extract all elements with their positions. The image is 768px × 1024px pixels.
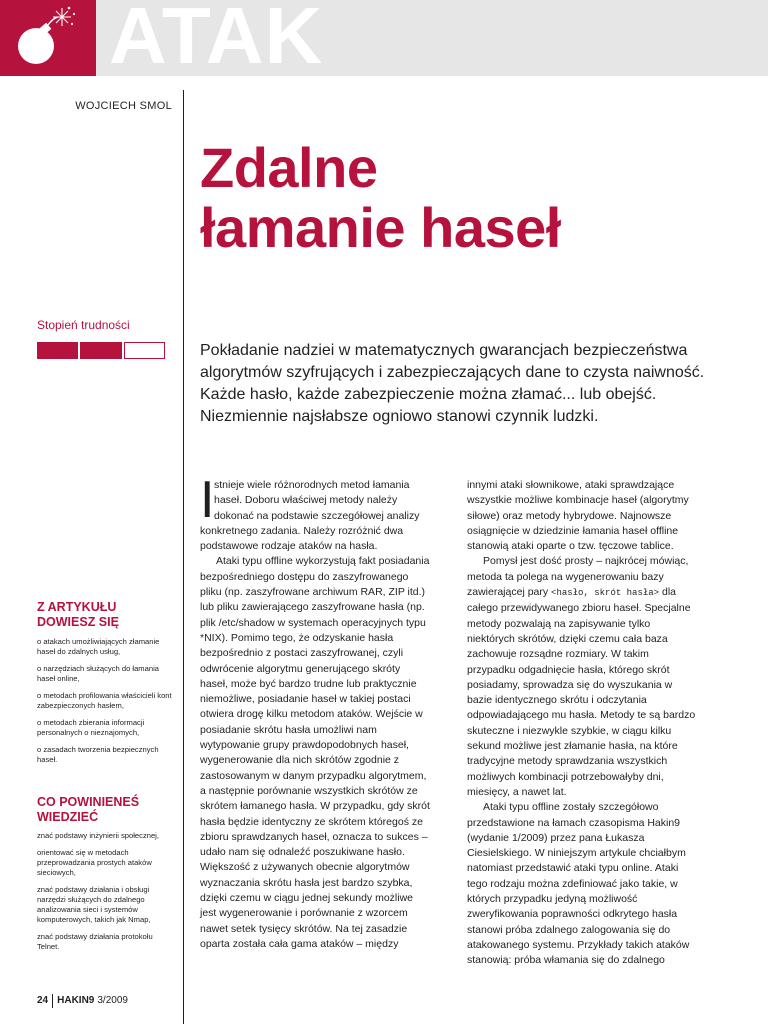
issue-number: 3/2009 <box>97 995 128 1006</box>
difficulty-step <box>37 342 78 359</box>
prerequisites-heading: CO POWINIENEŚ WIEDZIEĆ <box>37 795 140 824</box>
inline-code: <hasło, skrót hasła> <box>551 588 660 599</box>
article-lead: Pokładanie nadziei w matematycznych gwarancjach bezpieczeństwa algorytmów szyfrujących i zabezpieczających dane to czysta naiwność. Każde hasło, każde zabezpieczenie można złamać... lub obejść. Niezmiennie najsłabsze ogniowo stanowi czynnik ludzki. <box>200 342 705 425</box>
column-divider <box>183 90 184 1024</box>
difficulty-step <box>80 342 121 359</box>
title-line-1: Zdalne <box>200 136 378 199</box>
list-item: o zasadach tworzenia bezpiecznych haseł. <box>37 745 159 764</box>
learn-heading: Z ARTYKUŁU DOWIESZ SIĘ <box>37 600 119 629</box>
title-line-2: łamanie haseł <box>200 196 561 259</box>
body-text: dla całego przewidywanego zbioru haseł. Specjalne metody pozwalają na zapisywanie tylko niektórych skrótów, dzięki czemu cała baza zachowuje rozsądne rozmiary. W takim przypadku odgadnięcie hasła, którego skrót posiadamy, sprowadza się do wyszukania w bazie identycznego skrótu i odczytania odpowiadającego mu hasła. Metody te są bardzo skuteczne i niezwykle szybkie, w ciągu kilku sekund możliwe jest złamanie hasła, na które tradycyjne metody sprawdzania wszystkich możliwych kombinacji potrzebowałyby dni, miesięcy, a nawet lat. <box>467 586 696 798</box>
list-item: orientować się w metodach przeprowadzania prostych ataków sieciowych, <box>37 848 152 877</box>
list-item: o atakach umożliwiających złamanie haseł do zdalnych usług, <box>37 637 160 656</box>
body-paragraph: innymi ataki słownikowe, ataki sprawdzające wszystkie możliwe kombinacje haseł (algorytmy siłowe) oraz metody hybrydowe. Najnowsze osiągnięcie w dziedzinie łamania haseł offline stanowią ataki oparte o tzw. tęczowe tablice. <box>467 479 689 553</box>
difficulty-label: Stopień trudności <box>37 318 130 332</box>
body-text: Pomysł jest dość prosty – najkrócej mówiąc, metoda ta polega na wygenerowaniu bazy zawierającej pary <box>467 555 689 599</box>
list-item: znać podstawy inżynierii społecznej, <box>37 831 159 840</box>
difficulty-meter <box>37 342 165 359</box>
page-number: 24 <box>37 995 49 1006</box>
list-item: znać podstawy działania i obsługi narzędzi służących do zdalnego analizowania sieci i systemów komputerowych, takich jak Nmap, <box>37 885 151 924</box>
magazine-name: HAKIN9 <box>57 995 95 1006</box>
body-paragraph: Ataki typu offline zostały szczegółowo przedstawione na łamach czasopisma Hakin9 (wydanie 1/2009) przez pana Łukasza Ciesielskiego. W niniejszym artykule chciałbym natomiast przedstawić ataki typu online. Ataki tego rodzaju można zdefiniować jako takie, w których przypadku jedyną możliwość zweryfikowania poprawności odkrytego hasła stanowi próba zdalnego zalogowania się do atakowanego systemu. Przykłady takich ataków stanowią: próba włamania się do zdalnego <box>467 801 690 967</box>
body-column-2 <box>467 478 698 969</box>
body-text: stnieje wiele różnorodnych metod łamania haseł. Doboru właściwej metody należy dokonać na podstawie szczegółowej analizy konkretnego zadania. Należy rozróżnić dwa podstawowe rodzaje ataków na hasła. <box>200 479 420 553</box>
prerequisites-list <box>37 831 175 959</box>
list-item: o metodach zbierania informacji personalnych o nieznajomych, <box>37 718 145 737</box>
body-paragraph <box>467 554 698 800</box>
page-footer <box>37 994 128 1008</box>
section-title: ATAK <box>109 0 324 80</box>
section-header <box>0 0 768 80</box>
body-column-1 <box>200 471 431 952</box>
footer-divider <box>52 994 53 1008</box>
learn-list <box>37 637 175 772</box>
drop-cap: I <box>200 471 215 529</box>
section-logo <box>0 0 96 76</box>
difficulty-step <box>124 342 165 359</box>
author-name: WOJCIECH SMOL <box>75 100 172 112</box>
bomb-icon <box>0 0 96 76</box>
list-item: znać podstawy działania protokołu Telnet. <box>37 932 153 951</box>
body-paragraph <box>200 471 431 554</box>
list-item: o metodach profilowania właścicieli kont zabezpieczonych hasłem, <box>37 691 172 710</box>
article-title <box>200 138 740 258</box>
body-paragraph: Ataki typu offline wykorzystują fakt posiadania bezpośredniego dostępu do zaszyfrowanego pliku (np. zaszyfrowane archiwum RAR, ZIP itd.) lub pliku zawierającego zaszyfrowane hasła (np. plik /etc/shadow w systemach operacyjnych typu *NIX). Pomimo tego, że odzyskanie hasła bezpośrednio z postaci zaszyfrowanej, czyli odwrócenie algorytmu generującego skróty haseł, może być bardzo trudne lub praktycznie niemożliwe, posiadanie haseł w takiej postaci otwiera drogę kilku metodom ataków. Wejście w posiadanie skrótu hasła umożliwi nam wytypowanie grupy prawdopodobnych haseł, wygenerowanie dla nich skrótów zgodnie z zastosowanym w danym przypadku algorytmem, a następnie porównanie wszystkich skrótów ze skrótem łamanego hasła. W przypadku, gdy skrót hasła będzie identyczny ze skrótem któregoś ze zbioru sprawdzanych haseł, oznacza to sukces – udało nam się odnaleźć poszukiwane hasło. Większość z używanych obecnie algorytmów wyznaczania skrótu hasła jest bardzo szybka, dzięki czemu w ciągu jednej sekundy możliwe jest wygenerowanie i porównanie z wzorcem nawet setek tysięcy skrótów. Na tej zasadzie oparta została cała gama ataków – między <box>200 555 430 950</box>
list-item: o narzędziach służących do łamania haseł online, <box>37 664 159 683</box>
